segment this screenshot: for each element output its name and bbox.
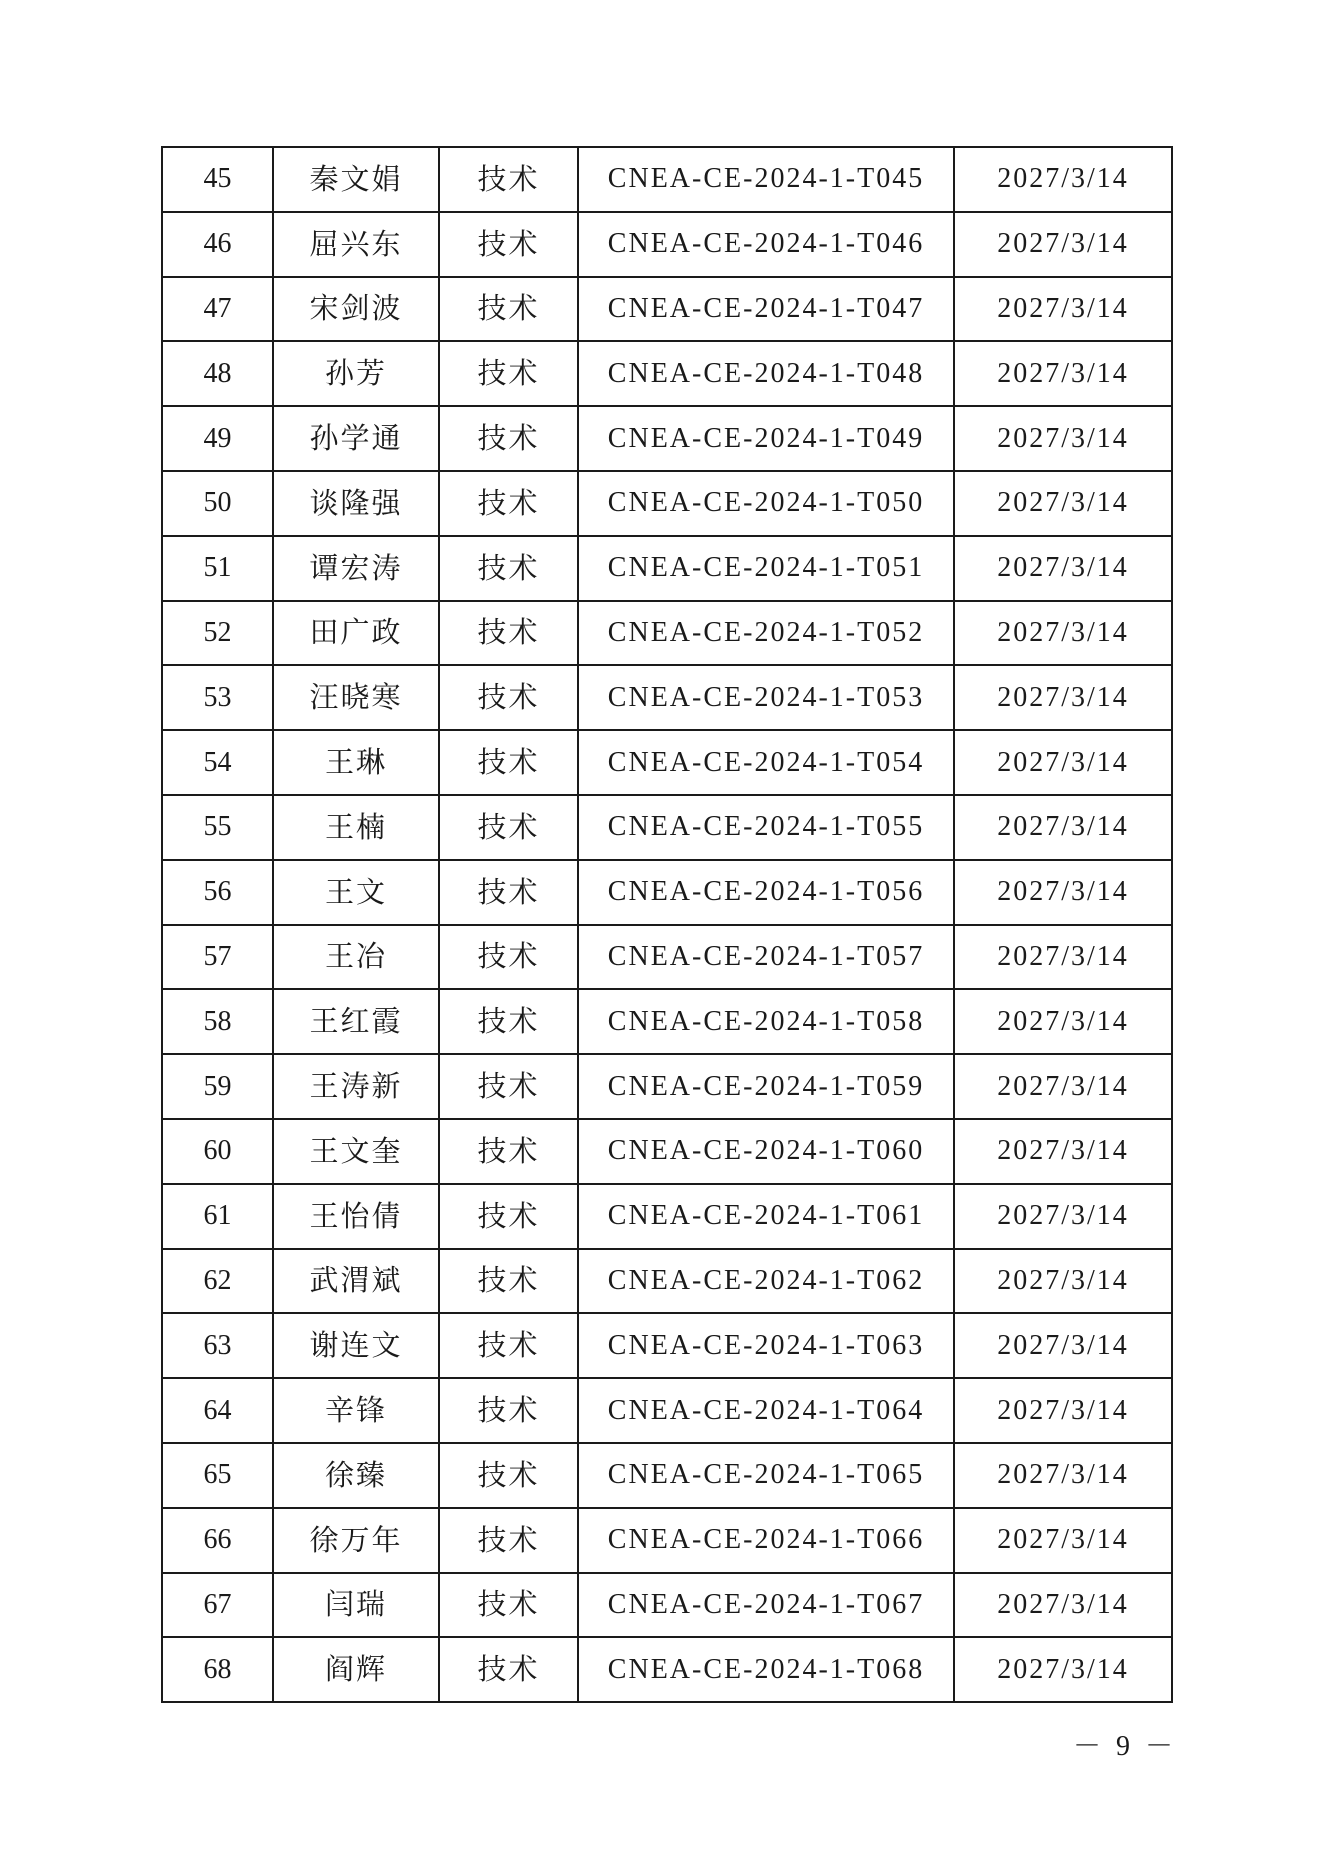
- row-number-cell: 67: [162, 1573, 273, 1638]
- category-cell: 技术: [439, 1249, 578, 1314]
- person-name-cell: 武渭斌: [273, 1249, 439, 1314]
- table-row: [162, 277, 1172, 342]
- category-cell: 技术: [439, 1313, 578, 1378]
- expiry-date-cell: 2027/3/14: [954, 1184, 1172, 1249]
- category-cell: 技术: [439, 1508, 578, 1573]
- category-cell: 技术: [439, 277, 578, 342]
- category-cell: 技术: [439, 860, 578, 925]
- expiry-date-cell: 2027/3/14: [954, 1637, 1172, 1702]
- expiry-date-cell: 2027/3/14: [954, 989, 1172, 1054]
- category-cell: 技术: [439, 1119, 578, 1184]
- row-number-cell: 53: [162, 665, 273, 730]
- row-number-cell: 48: [162, 341, 273, 406]
- row-number-cell: 49: [162, 406, 273, 471]
- expiry-date-cell: 2027/3/14: [954, 795, 1172, 860]
- person-name-cell: 徐臻: [273, 1443, 439, 1508]
- person-name-cell: 王文: [273, 860, 439, 925]
- row-number-cell: 68: [162, 1637, 273, 1702]
- person-name-cell: 徐万年: [273, 1508, 439, 1573]
- row-number-cell: 50: [162, 471, 273, 536]
- certificate-number-cell: CNEA-CE-2024-1-T065: [578, 1443, 954, 1508]
- person-name-cell: 王涛新: [273, 1054, 439, 1119]
- row-number-cell: 57: [162, 925, 273, 990]
- table-row: [162, 795, 1172, 860]
- person-name-cell: 宋剑波: [273, 277, 439, 342]
- category-cell: 技术: [439, 730, 578, 795]
- category-cell: 技术: [439, 989, 578, 1054]
- certificate-number-cell: CNEA-CE-2024-1-T046: [578, 212, 954, 277]
- person-name-cell: 王楠: [273, 795, 439, 860]
- expiry-date-cell: 2027/3/14: [954, 341, 1172, 406]
- table-row: [162, 1119, 1172, 1184]
- certificate-number-cell: CNEA-CE-2024-1-T055: [578, 795, 954, 860]
- row-number-cell: 64: [162, 1378, 273, 1443]
- certificate-number-cell: CNEA-CE-2024-1-T067: [578, 1573, 954, 1638]
- table-row: [162, 860, 1172, 925]
- category-cell: 技术: [439, 795, 578, 860]
- category-cell: 技术: [439, 1573, 578, 1638]
- table-row: [162, 1184, 1172, 1249]
- row-number-cell: 58: [162, 989, 273, 1054]
- row-number-cell: 63: [162, 1313, 273, 1378]
- expiry-date-cell: 2027/3/14: [954, 1443, 1172, 1508]
- category-cell: 技术: [439, 1184, 578, 1249]
- certificate-number-cell: CNEA-CE-2024-1-T054: [578, 730, 954, 795]
- expiry-date-cell: 2027/3/14: [954, 212, 1172, 277]
- table-row: [162, 730, 1172, 795]
- certificate-number-cell: CNEA-CE-2024-1-T063: [578, 1313, 954, 1378]
- person-name-cell: 屈兴东: [273, 212, 439, 277]
- table-row: [162, 1313, 1172, 1378]
- category-cell: 技术: [439, 925, 578, 990]
- expiry-date-cell: 2027/3/14: [954, 665, 1172, 730]
- expiry-date-cell: 2027/3/14: [954, 1508, 1172, 1573]
- category-cell: 技术: [439, 1054, 578, 1119]
- person-name-cell: 田广政: [273, 601, 439, 666]
- expiry-date-cell: 2027/3/14: [954, 1249, 1172, 1314]
- person-name-cell: 孙学通: [273, 406, 439, 471]
- row-number-cell: 54: [162, 730, 273, 795]
- expiry-date-cell: 2027/3/14: [954, 536, 1172, 601]
- category-cell: 技术: [439, 1378, 578, 1443]
- table-row: [162, 1378, 1172, 1443]
- row-number-cell: 60: [162, 1119, 273, 1184]
- category-cell: 技术: [439, 1443, 578, 1508]
- table-row: [162, 665, 1172, 730]
- person-name-cell: 王怡倩: [273, 1184, 439, 1249]
- expiry-date-cell: 2027/3/14: [954, 1573, 1172, 1638]
- certificate-number-cell: CNEA-CE-2024-1-T061: [578, 1184, 954, 1249]
- table-row: [162, 406, 1172, 471]
- row-number-cell: 59: [162, 1054, 273, 1119]
- row-number-cell: 45: [162, 147, 273, 212]
- certificate-number-cell: CNEA-CE-2024-1-T051: [578, 536, 954, 601]
- expiry-date-cell: 2027/3/14: [954, 601, 1172, 666]
- expiry-date-cell: 2027/3/14: [954, 925, 1172, 990]
- person-name-cell: 王红霞: [273, 989, 439, 1054]
- expiry-date-cell: 2027/3/14: [954, 406, 1172, 471]
- row-number-cell: 55: [162, 795, 273, 860]
- certificate-number-cell: CNEA-CE-2024-1-T062: [578, 1249, 954, 1314]
- page-number: － 9 －: [1072, 1731, 1177, 1762]
- person-name-cell: 闫瑞: [273, 1573, 439, 1638]
- table-row: [162, 1054, 1172, 1119]
- category-cell: 技术: [439, 665, 578, 730]
- row-number-cell: 56: [162, 860, 273, 925]
- person-name-cell: 谢连文: [273, 1313, 439, 1378]
- table-row: [162, 1573, 1172, 1638]
- row-number-cell: 51: [162, 536, 273, 601]
- certificate-number-cell: CNEA-CE-2024-1-T053: [578, 665, 954, 730]
- expiry-date-cell: 2027/3/14: [954, 1313, 1172, 1378]
- expiry-date-cell: 2027/3/14: [954, 730, 1172, 795]
- expiry-date-cell: 2027/3/14: [954, 277, 1172, 342]
- certificate-number-cell: CNEA-CE-2024-1-T047: [578, 277, 954, 342]
- expiry-date-cell: 2027/3/14: [954, 1119, 1172, 1184]
- certificate-table-body: [162, 147, 1172, 1702]
- table-row: [162, 536, 1172, 601]
- table-row: [162, 1508, 1172, 1573]
- certificate-number-cell: CNEA-CE-2024-1-T052: [578, 601, 954, 666]
- table-row: [162, 925, 1172, 990]
- row-number-cell: 62: [162, 1249, 273, 1314]
- person-name-cell: 汪晓寒: [273, 665, 439, 730]
- person-name-cell: 王冶: [273, 925, 439, 990]
- person-name-cell: 孙芳: [273, 341, 439, 406]
- certificate-number-cell: CNEA-CE-2024-1-T060: [578, 1119, 954, 1184]
- table-row: [162, 212, 1172, 277]
- certificate-number-cell: CNEA-CE-2024-1-T066: [578, 1508, 954, 1573]
- expiry-date-cell: 2027/3/14: [954, 147, 1172, 212]
- row-number-cell: 47: [162, 277, 273, 342]
- expiry-date-cell: 2027/3/14: [954, 1378, 1172, 1443]
- category-cell: 技术: [439, 536, 578, 601]
- certificate-number-cell: CNEA-CE-2024-1-T049: [578, 406, 954, 471]
- person-name-cell: 阎辉: [273, 1637, 439, 1702]
- person-name-cell: 王文奎: [273, 1119, 439, 1184]
- table-row: [162, 471, 1172, 536]
- table-row: [162, 341, 1172, 406]
- person-name-cell: 秦文娟: [273, 147, 439, 212]
- certificate-number-cell: CNEA-CE-2024-1-T045: [578, 147, 954, 212]
- category-cell: 技术: [439, 601, 578, 666]
- table-row: [162, 601, 1172, 666]
- expiry-date-cell: 2027/3/14: [954, 1054, 1172, 1119]
- row-number-cell: 52: [162, 601, 273, 666]
- certificate-number-cell: CNEA-CE-2024-1-T058: [578, 989, 954, 1054]
- certificate-number-cell: CNEA-CE-2024-1-T068: [578, 1637, 954, 1702]
- expiry-date-cell: 2027/3/14: [954, 860, 1172, 925]
- category-cell: 技术: [439, 471, 578, 536]
- row-number-cell: 46: [162, 212, 273, 277]
- certificate-number-cell: CNEA-CE-2024-1-T056: [578, 860, 954, 925]
- person-name-cell: 谭宏涛: [273, 536, 439, 601]
- category-cell: 技术: [439, 406, 578, 471]
- certificate-number-cell: CNEA-CE-2024-1-T064: [578, 1378, 954, 1443]
- category-cell: 技术: [439, 1637, 578, 1702]
- certificate-number-cell: CNEA-CE-2024-1-T048: [578, 341, 954, 406]
- certificate-number-cell: CNEA-CE-2024-1-T057: [578, 925, 954, 990]
- table-row: [162, 147, 1172, 212]
- category-cell: 技术: [439, 212, 578, 277]
- person-name-cell: 谈隆强: [273, 471, 439, 536]
- person-name-cell: 王琳: [273, 730, 439, 795]
- table-row: [162, 1249, 1172, 1314]
- category-cell: 技术: [439, 147, 578, 212]
- certificate-number-cell: CNEA-CE-2024-1-T059: [578, 1054, 954, 1119]
- row-number-cell: 66: [162, 1508, 273, 1573]
- category-cell: 技术: [439, 341, 578, 406]
- expiry-date-cell: 2027/3/14: [954, 471, 1172, 536]
- person-name-cell: 辛锋: [273, 1378, 439, 1443]
- row-number-cell: 61: [162, 1184, 273, 1249]
- table-row: [162, 1443, 1172, 1508]
- row-number-cell: 65: [162, 1443, 273, 1508]
- table-row: [162, 989, 1172, 1054]
- certificate-table: [161, 146, 1173, 1703]
- table-row: [162, 1637, 1172, 1702]
- certificate-number-cell: CNEA-CE-2024-1-T050: [578, 471, 954, 536]
